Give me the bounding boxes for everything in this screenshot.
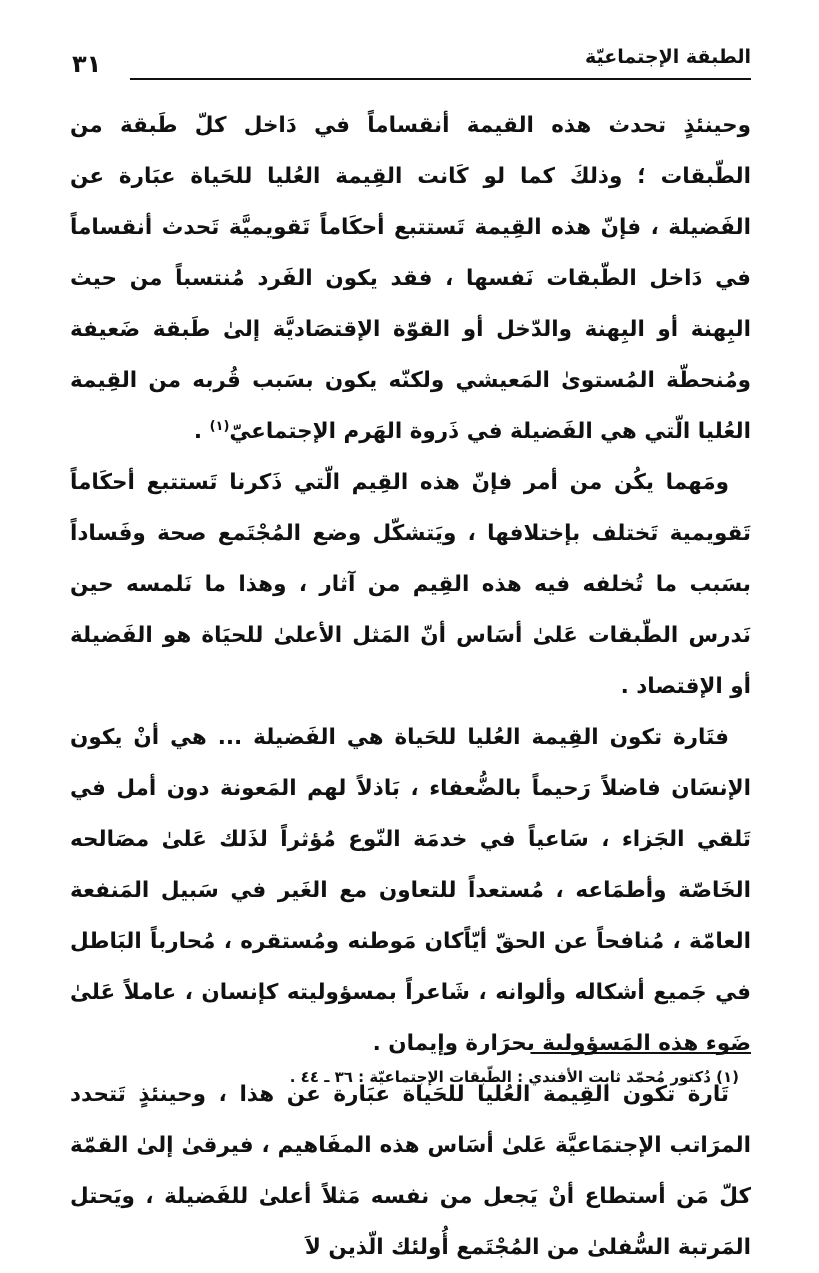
footnote-reference: (١) [209,418,230,434]
paragraph-2: ومَهما يكُن من أمر فإنّ هذه القِيم الّتي ذَكرنا تَستتبع أحكَاماً تَقويمية تَختلف بإختلافها ، ويَتشكّل وضع المُجْتَمع صحة وفَساداً بسَبب ما تُخلفه فيه هذه القِيم من آثار ، وهذا ما نَلمسه حين نَدرس الطّبقات عَلىٰ أسَاس أنّ المَثل الأعلىٰ للحيَاة هو الفَضيلة أو الإقتصاد . [70,470,751,699]
paragraph-1-end: . [193,419,210,444]
paragraph-3: فتَارة تكون القِيمة العُليا للحَياة هي الفَضيلة ... هي أنْ يكون الإنسَان فاضلاً رَحيماً بالضُّعفاء ، بَاذلاً لهم المَعونة دون أمل في تَلقي الجَزاء ، سَاعياً في خدمَة النّوع مُؤثراً لذَلك عَلىٰ مصَالحه الخَاصّة وأطمَاعه ، مُستعداً للتعاون مع الغَير في سَبيل المَنفعة العامّة ، مُنافحاً عن الحقّ أيّاًكان مَوطنه ومُستقره ، مُحارباً البَاطل في جَميع أشكاله وألوانه ، شَاعراً بمسؤوليته كإنسان ، عاملاً عَلىٰ ضَوء هذه المَسؤولية بحرَارة وإيمان . [70,725,751,1056]
footnote-rule [531,1052,751,1054]
running-title: الطبقة الإجتماعيّة [585,46,751,68]
paragraph-1 [70,100,751,457]
page-header [72,44,751,84]
page-number: ٣١ [72,50,102,78]
paragraph-4: تَارة تكون القِيمة العُليا للحَياة عبَارة عن هذا ، وحينئذٍ تَتحدد المرَاتب الإجتمَاعيَّة عَلىٰ أسَاس هذه المفَاهيم ، فيرقىٰ إلىٰ القمّة كلّ مَن أستطاع أنْ يَجعل من نفسه مَثلاً أعلىٰ للفَضيلة ، ويَحتل المَرتبة السُّفلىٰ من المُجْتَمع أُولئك الّذين لاَ [70,1082,751,1260]
body-text [70,100,751,1273]
paragraph-1-text: وحينئذٍ تحدث هذه القيمة أنقساماً في دَاخل كلّ طَبقة من الطّبقات ؛ وذلكَ كما لو كَانت القِيمة العُليا للحَياة عبَارة عن الفَضيلة ، فإنّ هذه القِيمة تَستتبع أحكَاماً تَقويميَّة تَحدث أنقساماً في دَاخل الطّبقات نَفسها ، فقد يكون الفَرد مُنتسباً من حيث البِهنة أو البِهنة والدّخل أو القوّة الإقتصَاديَّة إلىٰ طَبقة ضَعيفة ومُنحطّة المُستوىٰ المَعيشي ولكنّه يكون بسَبب قُربه من القِيمة العُليا الّتي هي الفَضيلة في ذَروة الهَرم الإجتماعيّ [70,113,751,444]
header-rule [130,78,751,80]
footnote: (١) دُكتور مُحمّد ثابت الأفندي : الطّبقات الإجتماعيّة : ٣٦ ـ ٤٤ . [289,1068,739,1086]
